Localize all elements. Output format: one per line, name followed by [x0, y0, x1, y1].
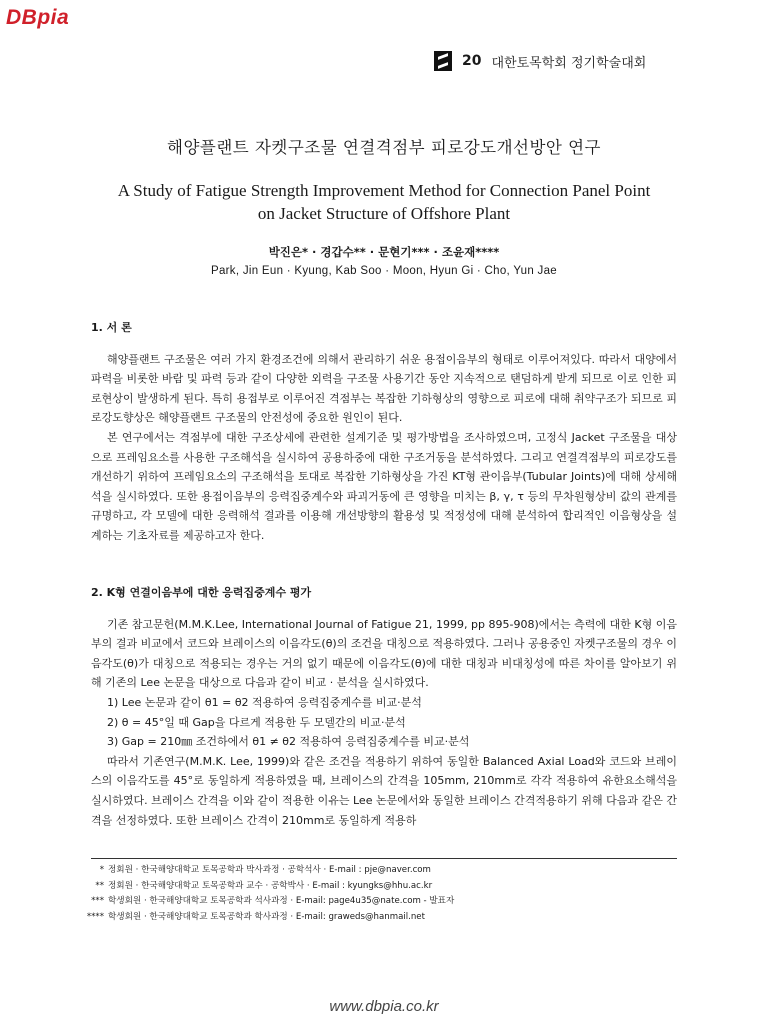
authors-english: Park, Jin Eun · Kyung, Kab Soo · Moon, Hyun Gi · Cho, Yun Jae: [210, 265, 557, 277]
title-english-line1: A Study of Fatigue Strength Improvement Method for Connection Panel Point: [117, 181, 651, 200]
dbpia-logo: DBpia: [6, 6, 70, 29]
list-item: 1) Lee 논문과 같이 θ1 = θ2 적용하여 응력집중계수를 비교·분석: [107, 695, 422, 709]
footer-website[interactable]: www.dbpia.co.kr: [329, 998, 439, 1015]
title-korean: 해양플랜트 자켓구조물 연결격점부 피로강도개선방안 연구: [167, 138, 601, 157]
footnote: **** 학생회원 · 한국해양대학교 토목공학과 학사과정 · E-mail: graweds@hanmail.net: [86, 911, 425, 922]
section-introduction: [91, 318, 677, 546]
paragraph: 해양플랜트 구조물은 여러 가지 환경조건에 의해서 관리하기 쉬운 용접이음부의 형태로 이루어져있다. 따라서 대양에서 파력을 비롯한 바람 및 파력 등과 같이 다양한 외력을 구조물 사용기간 동안 지속적으로 탠덤하게 받게 되므로 이로 인한 피로현상이 발생하게 된다. 특히 용접부로 이루어진 격점부는 복잡한 기하형상의 영향으로 피로에 대해 취약구조가 되므로 피로강도향상은 해양플랜트 구조물의 안전성에 중요한 원인이 된다.: [91, 352, 677, 425]
conference-header: [434, 50, 646, 72]
footnotes: [80, 863, 680, 925]
conference-name: 대한토목학회 정기학술대회: [491, 55, 647, 71]
list-item: 3) Gap = 210㎜ 조건하에서 θ1 ≠ θ2 적용하여 응력집중계수를 비교·분석: [107, 735, 470, 749]
section-heading: 2. K형 연결이음부에 대한 응력집중계수 평가: [91, 586, 312, 599]
footnote: * 정회원 · 한국해양대학교 토목공학과 박사과정 · 공학석사 · E-mail : pje@naver.com: [99, 865, 431, 875]
footnote: *** 학생회원 · 한국해양대학교 토목공학과 석사과정 · E-mail: page4u35@nate.com - 발표자: [91, 896, 455, 906]
paragraph: 기존 참고문헌(M.M.K.Lee, International Journal of Fatigue 21, 1999, pp 895-908)에서는 측력에 대한 K형 이음부의 결과 비교에서 코드와 브레이스의 이음각도(θ)의 조건을 대칭으로 적용하였다. 그러나 공용중인 자켓구조물의 경우 이음각도(θ)가 대칭으로 적용되는 경우는 거의 없기 때문에 이음각도(θ)에 대한 대칭과 비대칭성에 따른 차이를 알아보기 위해 기존의 Lee 논문을 대상으로 다음과 같이 비교 · 분석을 실시하였다.: [91, 617, 677, 690]
list-item: 2) θ = 45°일 때 Gap을 다르게 적용한 두 모델간의 비교·분석: [107, 715, 406, 729]
title-english-line2: on Jacket Structure of Offshore Plant: [257, 204, 511, 223]
society-logo-icon: [434, 51, 452, 71]
page-number: 20: [462, 53, 482, 69]
section-heading: 1. 서 론: [91, 321, 132, 334]
paragraph: 본 연구에서는 격점부에 대한 구조상세에 관련한 설계기준 및 평가방법을 조사하였으며, 고정식 Jacket 구조물을 대상으로 프레임요소를 사용한 구조해석을 실시하여 공용하중에 대한 구조거동을 분석하였다. 그리고 연결격점부의 피로강도를 개선하기 위하여 프레임요소의 구조해석을 토대로 복잡한 기하형상을 가진 KT형 관이음부(Tubular Joints)에 대해 상세해석을 실시하였다. 또한 용접이음부의 응력집중계수와 파괴거동에 큰 영향을 미치는 β, γ, τ 등의 무차원형상비 값의 관계를 규명하고, 각 모델에 대한 응력해석 결과를 이용해 개선방향의 활용성 및 적정성에 대해 분석하여 합리적인 이음형상을 설계하는 기초자료를 제공하고자 한다.: [91, 430, 677, 542]
authors-korean: 박진은* · 경갑수** · 문현기*** · 조윤재****: [268, 245, 500, 259]
footnote: ** 정회원 · 한국해양대학교 토목공학과 교수 · 공학박사 · E-mail : kyungks@hhu.ac.kr: [95, 880, 433, 891]
paragraph: 따라서 기존연구(M.M.K. Lee, 1999)와 같은 조건을 적용하기 위하여 동일한 Balanced Axial Load와 코드와 브레이스의 이음각도를 45°로 동일하게 적용하였을 때, 브레이스의 간격을 105mm, 210mm로 각각 적용하여 유한요소해석을 실시하였다. 브레이스 간격을 이와 같이 적용한 이유는 Lee 논문에서와 동일한 브레이스 간격적용하기 위해 다음과 같은 간격을 선정하였다. 또한 브레이스 간격이 210mm로 동일하게 적용하: [91, 754, 677, 827]
title-english: [60, 179, 708, 225]
footnote-divider: [91, 858, 677, 859]
section-k-joint: [91, 583, 677, 830]
